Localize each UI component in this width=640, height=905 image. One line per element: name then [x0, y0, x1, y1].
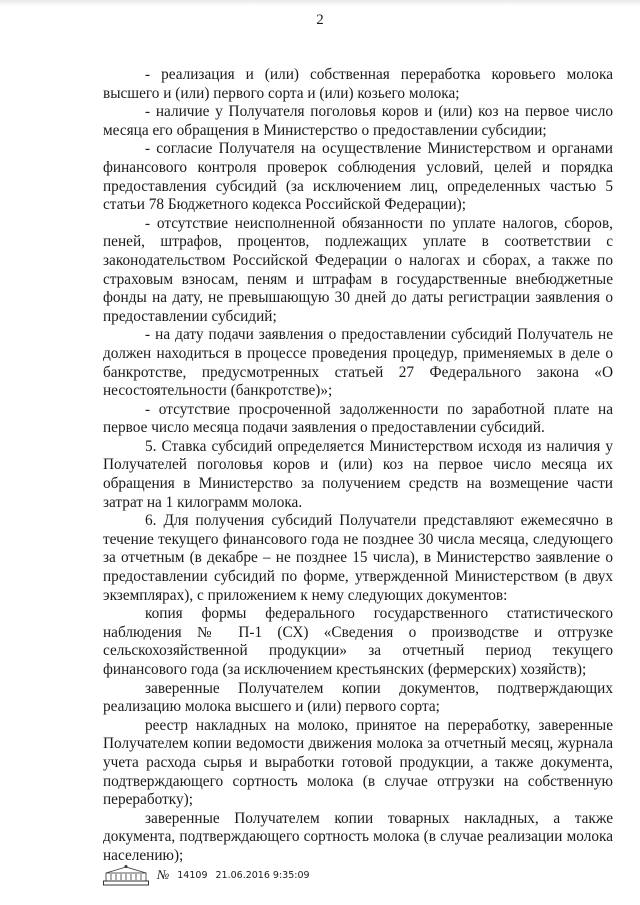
scan-edge [0, 0, 640, 6]
document-number: 14109 [177, 869, 208, 881]
building-stamp-icon [103, 864, 149, 886]
paragraph-item-6: 6. Для получения субсидий Получатели представляют ежемесячно в течение текущего финансового года не позднее 30 числа месяца, следующего за отчетным (в декабре – не позднее 15 числа), в Министерство заявление о предоставлении субсидий по форме, утвержденной Министерством (в двух экземплярах), с приложением к нему следующих документов: [103, 512, 613, 604]
document-timestamp: 21.06.2016 9:35:09 [215, 869, 310, 881]
footer [103, 864, 310, 886]
paragraph-livestock: - наличие у Получателя поголовья коров и (или) коз на первое число месяца его обращения в Министерство о предоставлении субсидии; [103, 103, 613, 139]
paragraph-no-wage-debt: - отсутствие просроченной задолженности по заработной плате на первое число месяца подачи заявления о предоставлении субсидий. [103, 400, 613, 437]
document-number-mark: № [157, 867, 170, 882]
page-number: 2 [316, 12, 324, 28]
paragraph-no-tax-debt: - отсутствие неисполненной обязанности по уплате налогов, сборов, пеней, штрафов, процентов, подлежащих уплате в соответствии с законодательством Российской Федерации о налогах и сборах, а также по страховым взносам, пеням и штрафам в государственные внебюджетные фонды на дату, не превышающую 30 дней до даты регистрации заявления о предоставлении субсидий; [103, 214, 613, 325]
document-body [103, 66, 613, 866]
paragraph-trade-invoices: заверенные Получателем копии товарных накладных, а также документа, подтверждающего сортность молока (в случае реализации молока населению); [103, 809, 613, 864]
paragraph-item-5: 5. Ставка субсидий определяется Министерством исходя из наличия у Получателей поголовья коров и (или) коз на первое число месяца их обращения в Министерство за получением средств на возмещение части затрат на 1 килограмм молока. [103, 437, 613, 511]
paragraph-sale-milk: - реализация и (или) собственная переработка коровьего молока высшего и (или) первого сорта и (или) козьего молока; [103, 66, 613, 102]
paragraph-no-bankruptcy: - на дату подачи заявления о предоставлении субсидий Получатель не должен находиться в процессе проведения процедур, применяемых в деле о банкротстве, предусмотренных статьей 27 Федерального закона «О несостоятельности (банкротстве)»; [103, 326, 613, 400]
paragraph-form-p1: копия формы федерального государственного статистического наблюдения № П-1 (СХ) «Сведения о производстве и отгрузке сельскохозяйственной продукции» за отчетный период текущего финансового года (за исключением крестьянских (фермерских) хозяйств); [103, 605, 613, 678]
paragraph-invoice-register: реестр накладных на молоко, принятое на переработку, заверенные Получателем копии ведомости движения молока за отчетный месяц, журнала учета расхода сырья и выработки готовой продукции, а также документа, подтверждающего сортность молока (в случае отгрузки на собственную переработку); [103, 716, 613, 809]
paragraph-sale-docs: заверенные Получателем копии документов, подтверждающих реализацию молока высшего и (или) первого сорта; [103, 679, 613, 716]
paragraph-consent-audit: - согласие Получателя на осуществление Министерством и органами финансового контроля проверок соблюдения условий, целей и порядка предоставления субсидий (за исключением лиц, определенных частью 5 статьи 78 Бюджетного кодекса Российской Федерации); [103, 140, 613, 214]
